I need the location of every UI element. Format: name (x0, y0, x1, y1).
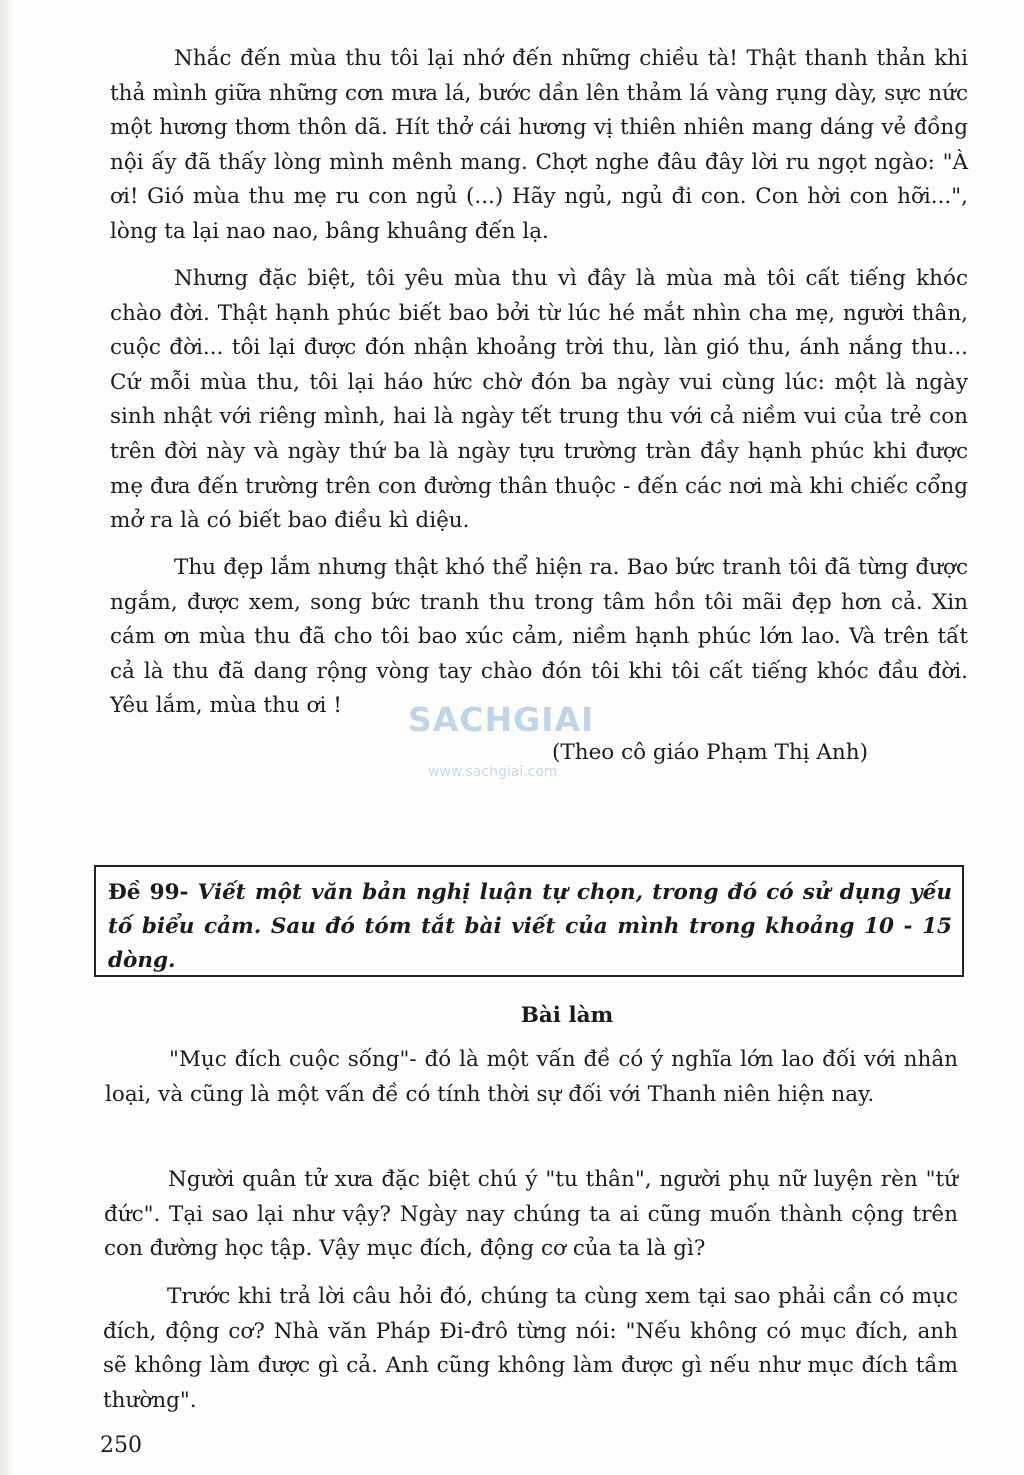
exercise-prompt-box (94, 865, 964, 977)
exercise-label: Đề 99- (108, 880, 189, 905)
answer-paragraph-self-cultivation: Người quân tử xưa đặc biệt chú ý "tu thân", người phụ nữ luyện rèn "tứ đức". Tại sao lại như vậy? Ngày nay chúng ta ai cũng muốn thành cộng trên con đường học tập. Vậy mục đích, động cơ của ta là gì? (104, 1167, 958, 1262)
answer-paragraph-purpose: Trước khi trả lời câu hỏi đó, chúng ta cùng xem tại sao phải cần có mục đích, động cơ? Nhà văn Pháp Đi-đrô từng nói: "Nếu không có mục đích, anh sẽ không làm được gì cả. Anh cũng không làm được gì nếu như mục đích tầm thường". (103, 1284, 958, 1413)
watermark-logo-text: SACHGIAI (408, 700, 595, 739)
watermark-url: www.sachgiai.com (428, 764, 558, 780)
answer-paragraph-intro: "Mục đích cuộc sống"- đó là một vấn đề có ý nghĩa lớn lao đối với nhân loại, và cũng là một vấn đề có tính thời sự đối với Thanh niên hiện nay. (105, 1047, 958, 1107)
essay-paragraph-birth-season: Nhưng đặc biệt, tôi yêu mùa thu vì đây là mùa mà tôi cất tiếng khóc chào đời. Thật hạnh phúc biết bao bởi từ lúc hé mắt nhìn cha mẹ, người thân, cuộc đời... tôi lại được đón nhận khoảng trời thu, làn gió thu, ánh nắng thu... Cứ mỗi mùa thu, tôi lại háo hức chờ đón ba ngày vui cùng lúc: một là ngày sinh nhật với riêng mình, hai là ngày tết trung thu với cả niềm vui của trẻ con trên đời này và ngày thứ ba là ngày tựu trường tràn đầy hạnh phúc khi được mẹ đưa đến trường trên con đường thân thuộc - đến các nơi mà khi chiếc cổng mở ra là có biết bao điều kì diệu. (110, 266, 968, 534)
essay-paragraph-closing: Thu đẹp lắm nhưng thật khó thể hiện ra. Bao bức tranh tôi đã từng được ngắm, được xem, song bức tranh thu trong tâm hồn tôi mãi đẹp hơn cả. Xin cám ơn mùa thu đã cho tôi bao xúc cảm, niềm hạnh phúc lớn lao. Và trên tất cả là thu đã dang rộng vòng tay chào đón tôi khi tôi cất tiếng khóc đầu đời. Yêu lắm, mùa thu ơi ! (110, 555, 968, 719)
page-number: 250 (100, 1433, 142, 1458)
essay-paragraph-autumn-evenings: Nhắc đến mùa thu tôi lại nhớ đến những chiều tà! Thật thanh thản khi thả mình giữa những cơn mưa lá, bước dần lên thảm lá vàng rụng dày, sực nức một hương thơm thôn dã. Hít thở cái hương vị thiên nhiên mang dáng vẻ đồng nội ấy đã thấy lòng mình mênh mang. Chợt nghe đâu đây lời ru ngọt ngào: "À ơi! Gió mùa thu mẹ ru con ngủ (...) Hãy ngủ, ngủ đi con. Con hời con hỡi...", lòng ta lại nao nao, bâng khuâng đến lạ. (110, 46, 968, 244)
section-heading: Bài làm (520, 1003, 614, 1028)
source-attribution: (Theo cô giáo Phạm Thị Anh) (552, 740, 868, 765)
page-edge-shadow (0, 0, 16, 1475)
exercise-text: Viết một văn bản nghị luận tự chọn, trong đó có sử dụng yếu tố biểu cảm. Sau đó tóm tắt bài viết của mình trong khoảng 10 - 15 dòng. (108, 880, 952, 973)
